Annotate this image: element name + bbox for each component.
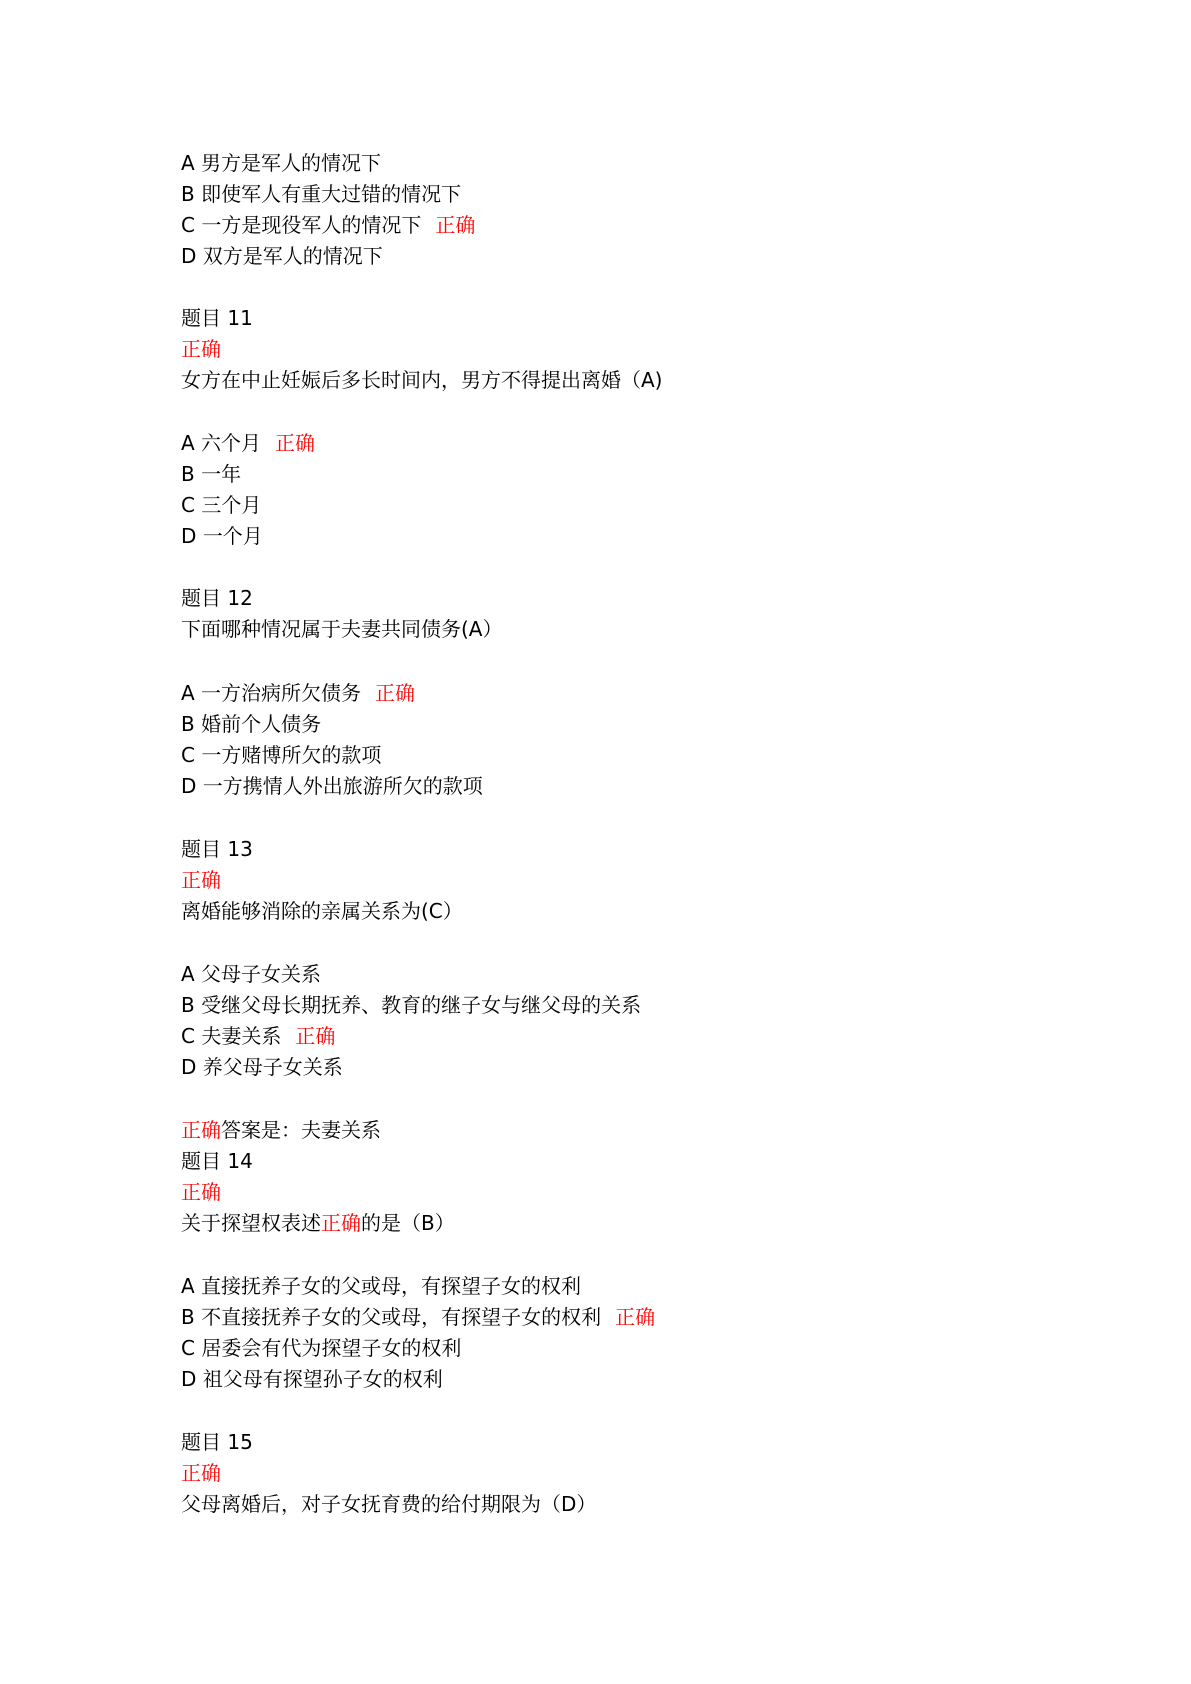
option-text: B 即使军人有重大过错的情况下 — [181, 182, 462, 206]
option-text: C 一方是现役军人的情况下 — [181, 213, 422, 237]
q11-option-d: D 一个月 — [181, 524, 263, 548]
q15-question: 父母离婚后，对子女抚育费的给付期限为（D） — [181, 1492, 597, 1516]
q13-question: 离婚能够消除的亲属关系为(C） — [181, 899, 463, 923]
q13-option-c — [181, 1023, 335, 1049]
q14-option-a: A 直接抚养子女的父或母，有探望子女的权利 — [181, 1274, 582, 1298]
q14-status: 正确 — [181, 1180, 221, 1204]
answer-prefix: 正确 — [181, 1118, 221, 1142]
q12-option-b: B 婚前个人债务 — [181, 712, 322, 736]
correct-mark: 正确 — [275, 431, 316, 455]
correct-mark: 正确 — [375, 681, 416, 705]
q10-option-a — [181, 150, 381, 176]
q14-question — [181, 1210, 455, 1236]
correct-mark: 正确 — [615, 1305, 656, 1329]
q12-title: 题目 12 — [181, 586, 253, 610]
q11-status: 正确 — [181, 337, 221, 361]
option-text: A 男方是军人的情况下 — [181, 151, 382, 175]
option-text: B 不直接抚养子女的父或母，有探望子女的权利 — [181, 1305, 602, 1329]
q10-option-c — [181, 212, 475, 238]
q10-option-b — [181, 181, 461, 207]
q13-option-d: D 养父母子女关系 — [181, 1055, 343, 1079]
q12-option-c: C 一方赌博所欠的款项 — [181, 743, 382, 767]
q13-option-b: B 受继父母长期抚养、教育的继子女与继父母的关系 — [181, 993, 642, 1017]
question-text: 的是（B） — [361, 1211, 455, 1235]
q12-option-d: D 一方携情人外出旅游所欠的款项 — [181, 774, 483, 798]
q14-option-d: D 祖父母有探望孙子女的权利 — [181, 1367, 443, 1391]
answer-text: 答案是：夫妻关系 — [221, 1118, 381, 1142]
q12-option-a — [181, 680, 415, 706]
option-text: A 一方治病所欠债务 — [181, 681, 362, 705]
question-highlight: 正确 — [321, 1211, 361, 1235]
q15-status: 正确 — [181, 1461, 221, 1485]
option-text: A 六个月 — [181, 431, 262, 455]
q14-option-b — [181, 1304, 655, 1330]
q11-question: 女方在中止妊娠后多长时间内，男方不得提出离婚（A) — [181, 368, 663, 392]
q15-title: 题目 15 — [181, 1430, 253, 1454]
q13-option-a: A 父母子女关系 — [181, 962, 322, 986]
correct-mark: 正确 — [295, 1024, 336, 1048]
q11-title: 题目 11 — [181, 306, 253, 330]
question-text: 关于探望权表述 — [181, 1211, 321, 1235]
option-text: C 夫妻关系 — [181, 1024, 282, 1048]
q13-status: 正确 — [181, 868, 221, 892]
q13-title: 题目 13 — [181, 837, 253, 861]
option-text: D 双方是军人的情况下 — [181, 244, 383, 268]
q11-option-b: B 一年 — [181, 462, 242, 486]
q10-option-d — [181, 243, 383, 269]
q13-answer — [181, 1117, 381, 1143]
q11-option-a — [181, 430, 315, 456]
q14-option-c: C 居委会有代为探望子女的权利 — [181, 1336, 462, 1360]
q14-title: 题目 14 — [181, 1149, 253, 1173]
q11-option-c: C 三个月 — [181, 493, 262, 517]
correct-mark: 正确 — [435, 213, 476, 237]
q12-question: 下面哪种情况属于夫妻共同债务(A） — [181, 617, 503, 641]
